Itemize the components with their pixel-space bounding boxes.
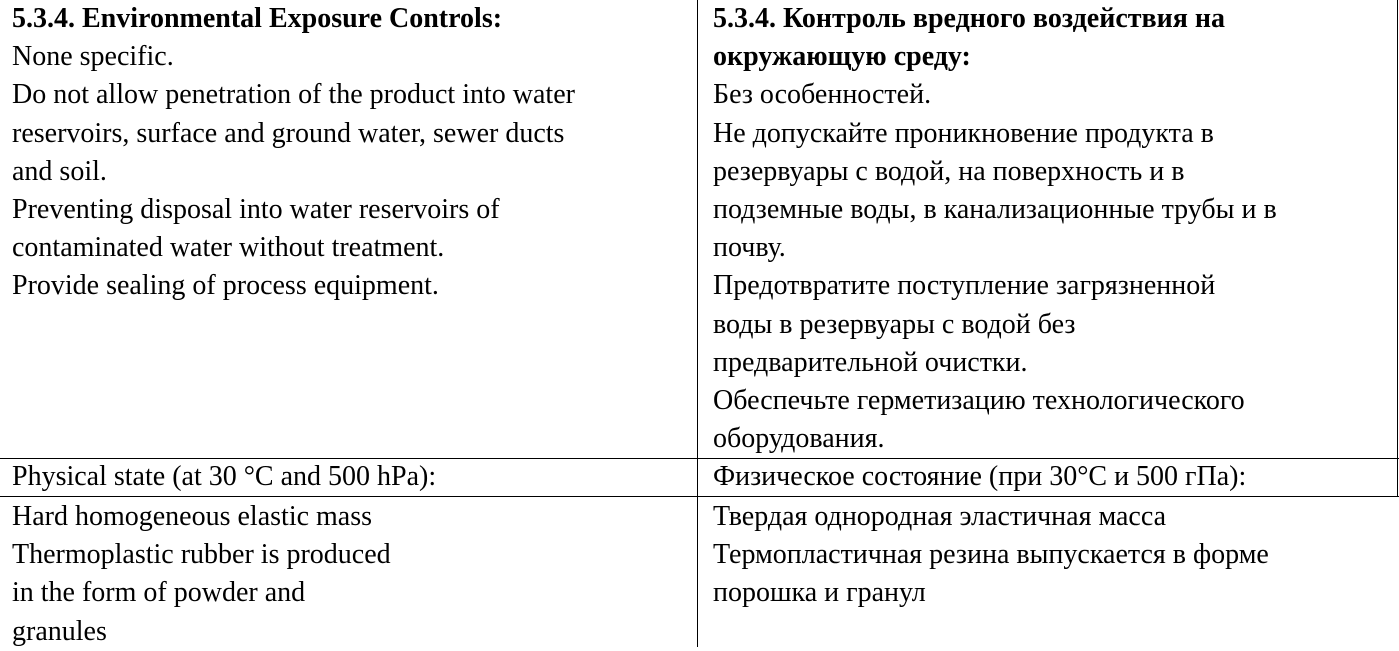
section-heading-ru-line-2: окружающую среду: (713, 41, 971, 73)
text-line: contaminated water without treatment. (12, 232, 445, 264)
text-line: Do not allow penetration of the product into water (12, 79, 575, 111)
text-line: Предотвратите поступление загрязненной (713, 270, 1216, 302)
text-line: Физическое состояние (при 30°C и 500 гПа): (713, 461, 1247, 492)
text-line: предварительной очистки. (713, 346, 1028, 378)
physical-state-label-ru (713, 458, 1397, 496)
text-line: Preventing disposal into water reservoirs of (12, 193, 500, 225)
text-line: оборудования. (713, 423, 885, 455)
text-line: granules (12, 615, 107, 647)
environmental-controls-ru (713, 0, 1397, 458)
text-line: порошка и гранул (713, 577, 926, 609)
section-heading-en: 5.3.4. Environmental Exposure Controls: (12, 3, 503, 34)
text-line: воды в резервуары с водой без (713, 308, 1076, 340)
text-line: Provide sealing of process equipment. (12, 270, 439, 302)
physical-state-description-ru (713, 498, 1397, 613)
text-line: in the form of powder and (12, 577, 306, 609)
right-border (1397, 0, 1398, 497)
text-line: and soil. (12, 155, 107, 187)
text-line: Термопластичная резина выпускается в форме (713, 539, 1269, 571)
section-heading-ru-line-1: 5.3.4. Контроль вредного воздействия на (713, 3, 1226, 34)
text-line: reservoirs, surface and ground water, sewer ducts (12, 117, 565, 149)
environmental-controls-en (12, 0, 692, 306)
text-line: Твердая однородная эластичная масса (713, 501, 1167, 532)
text-line: Без особенностей. (713, 79, 932, 111)
text-line: None specific. (12, 41, 174, 73)
text-line: Не допускайте проникновение продукта в (713, 117, 1214, 149)
text-line: Hard homogeneous elastic mass (12, 501, 373, 532)
text-line: Physical state (at 30 °C and 500 hPa): (12, 461, 437, 492)
physical-state-description-en (12, 498, 692, 651)
column-divider (697, 0, 698, 647)
text-line: Thermoplastic rubber is produced (12, 539, 391, 571)
text-line: резервуары с водой, на поверхность и в (713, 155, 1185, 187)
physical-state-label-en (12, 458, 692, 496)
text-line: подземные воды, в канализационные трубы и в (713, 193, 1277, 225)
text-line: Обеспечьте герметизацию технологического (713, 384, 1245, 416)
text-line: почву. (713, 232, 786, 264)
